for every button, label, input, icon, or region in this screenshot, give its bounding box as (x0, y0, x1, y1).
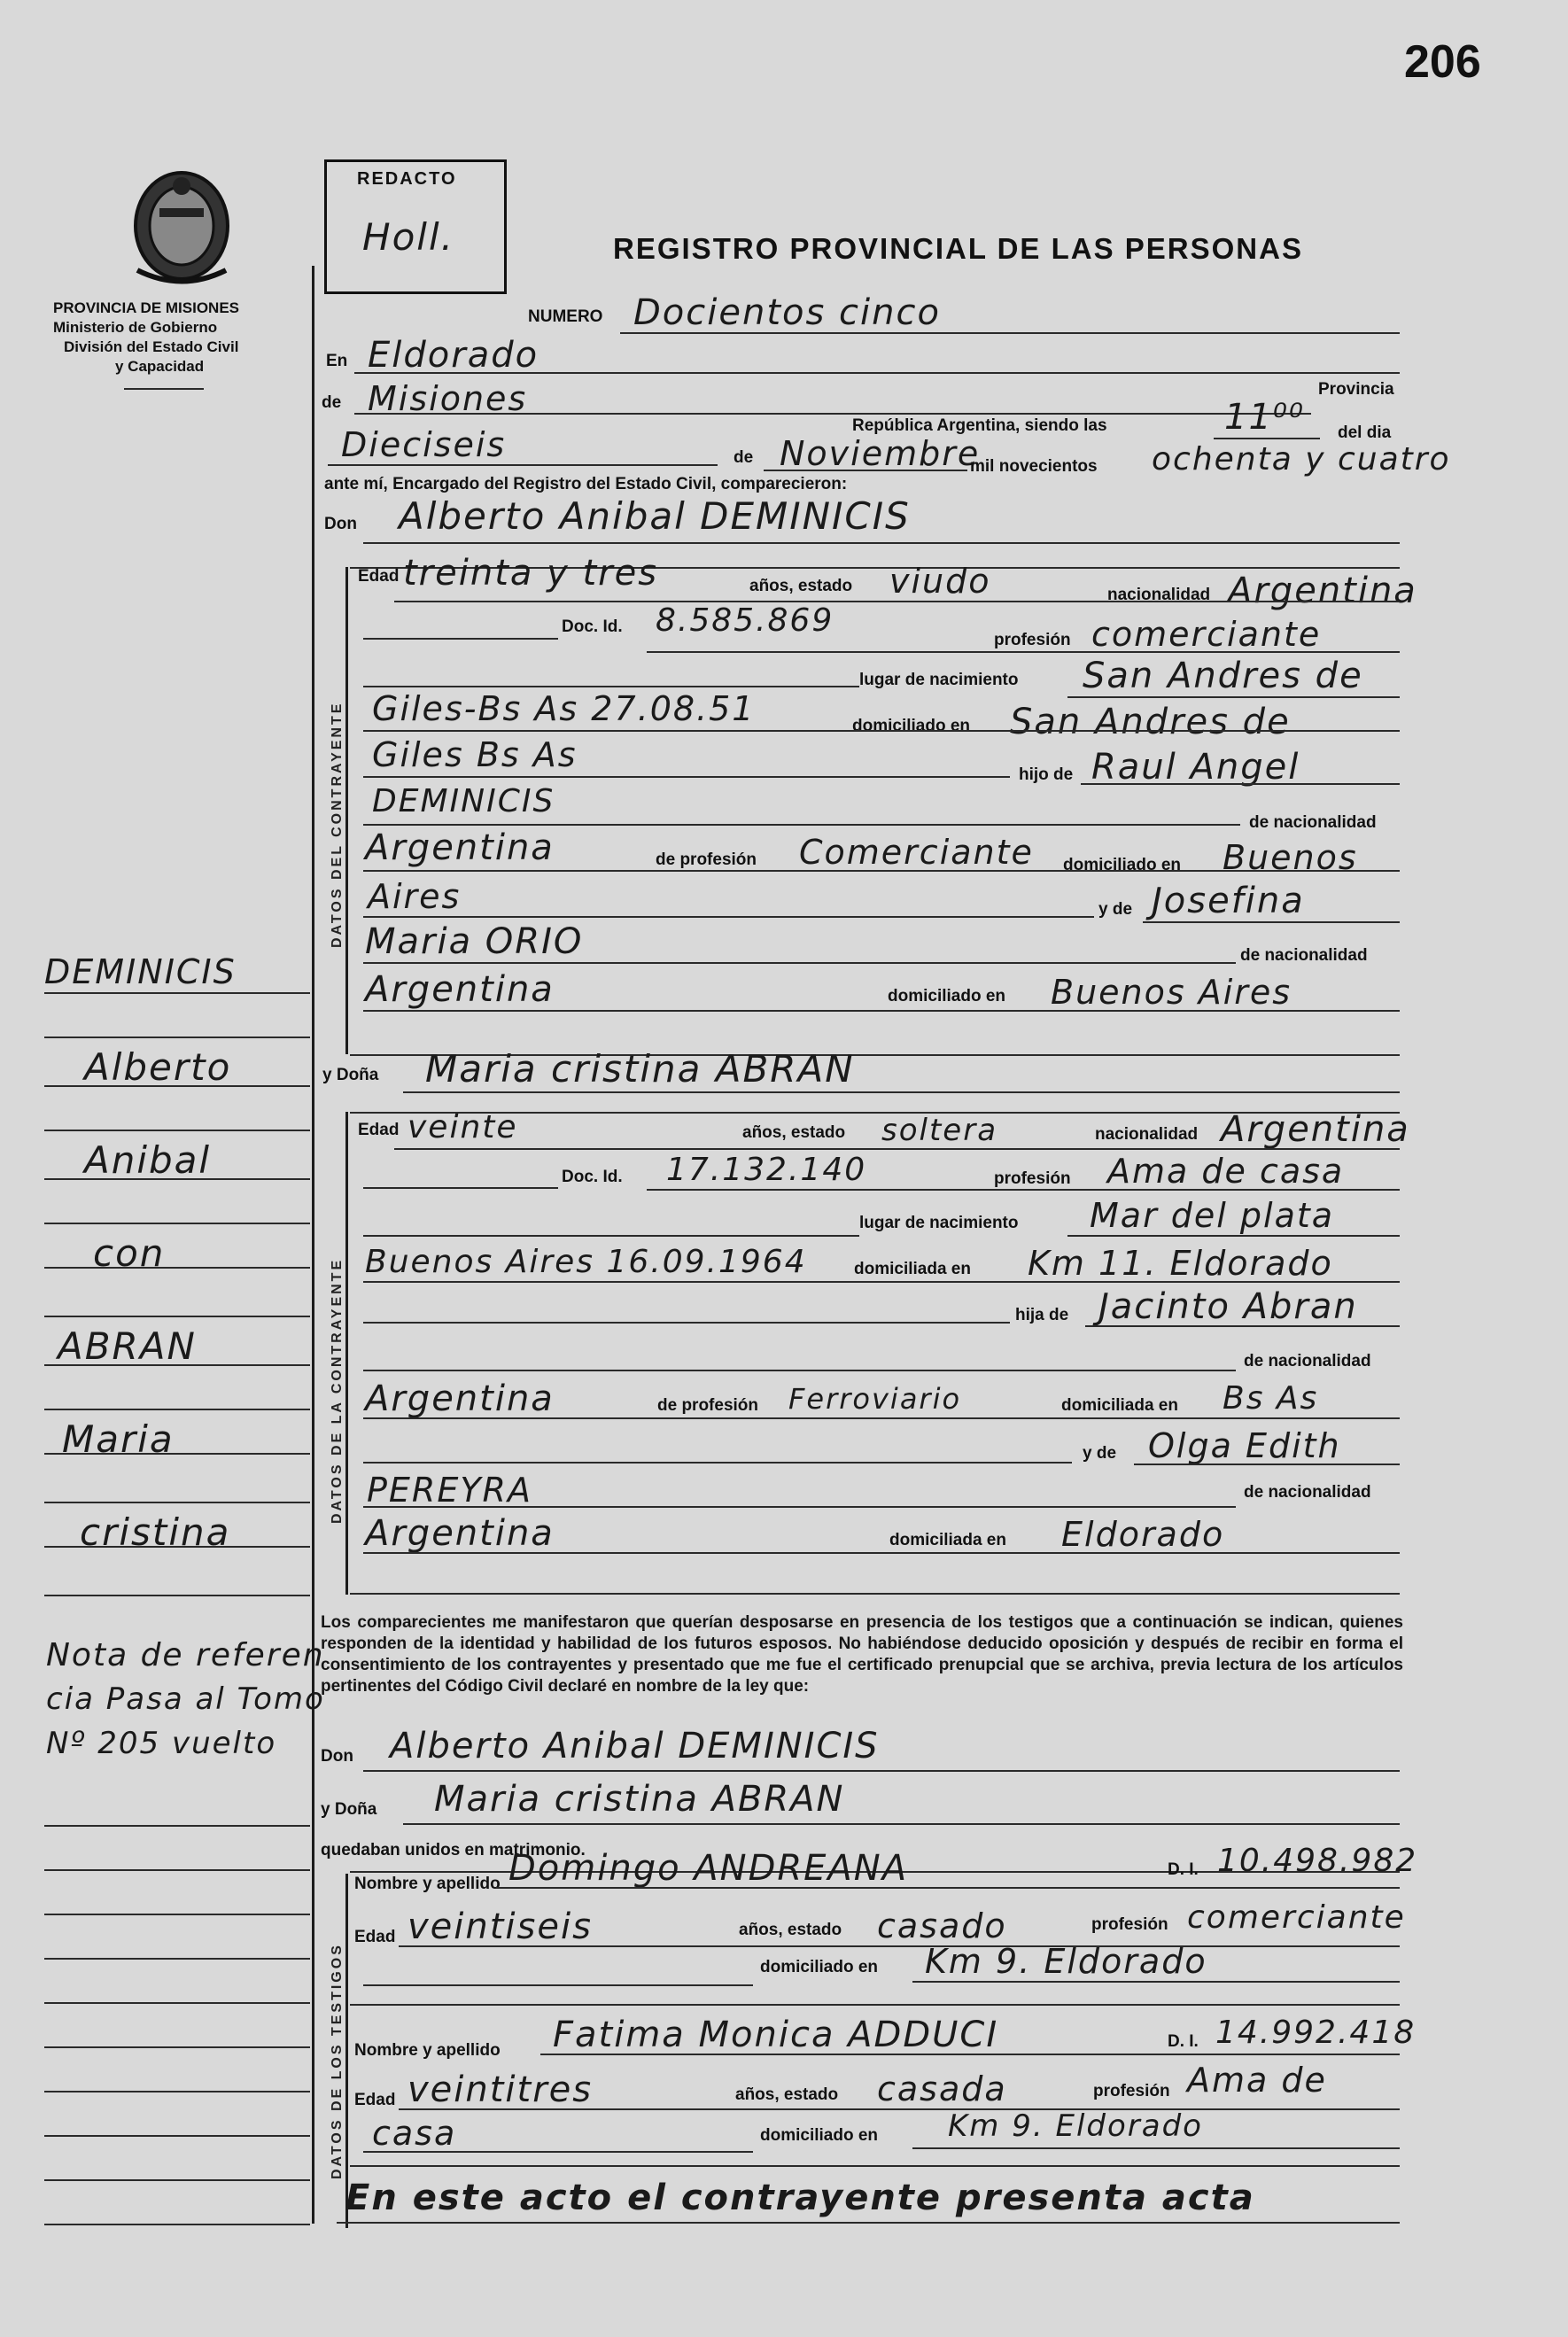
label-mil-novecientos: mil novecientos (970, 457, 1098, 476)
bride-nacionalidad: Argentina (1221, 1109, 1410, 1150)
field-numero: Docientos cinco (633, 292, 941, 333)
groom-madre-dom: Buenos Aires (1051, 973, 1292, 1012)
authority-line-1: PROVINCIA DE MISIONES (53, 299, 240, 316)
label-domiciliada: domiciliada en (854, 1260, 971, 1278)
groom-domicilio-2: Giles Bs As (372, 735, 578, 774)
groom-nacionalidad: Argentina (1228, 571, 1417, 611)
redacto-label: REDACTO (357, 169, 457, 189)
witness2-estado: casada (877, 2069, 1007, 2108)
label-de: de (322, 393, 342, 412)
witness2-di: 14.992.418 (1215, 2015, 1417, 2051)
label-lugar-nac-2: lugar de nacimiento (859, 1214, 1019, 1232)
bride-doc: 17.132.140 (666, 1152, 867, 1188)
label-nombre-2: Nombre y apellido (354, 2041, 501, 2060)
bride-name: Maria cristina ABRAN (425, 1047, 855, 1091)
bride-domicilio: Km 11. Eldorado (1028, 1244, 1333, 1283)
label-del-dia: del dia (1338, 423, 1392, 442)
label-en: En (326, 352, 348, 370)
witness1-edad: veintiseis (408, 1906, 593, 1947)
witness1-di: 10.498.982 (1217, 1843, 1418, 1879)
label-di-1: D. I. (1168, 1860, 1199, 1879)
label-anos-estado: años, estado (749, 577, 853, 595)
label-edad-w1: Edad (354, 1928, 396, 1946)
groom-madre-1: Josefina (1152, 881, 1305, 921)
label-republica: República Argentina, siendo las (852, 416, 1107, 435)
witness2-profesion-1: Ama de (1187, 2061, 1327, 2100)
bride-padre-prof: Ferroviario (788, 1382, 962, 1416)
coat-of-arms-icon (124, 159, 239, 288)
label-profesion-w1: profesión (1091, 1915, 1168, 1934)
groom-padre-2: DEMINICIS (372, 783, 555, 819)
witness1-domicilio: Km 9. Eldorado (925, 1942, 1207, 1981)
field-en: Eldorado (368, 335, 539, 376)
label-de-mes: de (734, 448, 754, 467)
page-title: REGISTRO PROVINCIAL DE LAS PERSONAS (613, 232, 1303, 265)
label-quedaban: quedaban unidos en matrimonio. (321, 1841, 586, 1860)
section-label-bride: DATOS DE LA CONTRAYENTE (330, 1257, 345, 1524)
bride-madre-nac: Argentina (365, 1513, 555, 1554)
label-edad-2: Edad (358, 1121, 400, 1139)
bride-lugar-nac-2: Buenos Aires 16.09.1964 (365, 1244, 807, 1280)
margin-note-3: Nº 205 vuelto (46, 1726, 277, 1761)
witness2-domicilio: Km 9. Eldorado (948, 2108, 1203, 2144)
label-hijo-de: hijo de (1019, 765, 1074, 784)
margin-note-1: Nota de referen (46, 1637, 325, 1673)
label-di-2: D. I. (1168, 2032, 1199, 2051)
bride-padre-nac: Argentina (365, 1378, 555, 1419)
groom-madre-2: Maria ORIO (365, 921, 584, 962)
label-de-profesion-2: de profesión (657, 1396, 759, 1415)
groom-lugar-nac-1: San Andres de (1083, 656, 1363, 696)
label-profesion: profesión (994, 631, 1071, 649)
page-number: 206 (1404, 36, 1481, 88)
label-y-de: y de (1098, 900, 1133, 919)
label-y-dona: y Doña (322, 1066, 379, 1084)
groom-padre-prof: Comerciante (799, 833, 1034, 872)
label-don: Don (324, 515, 357, 533)
groom-profesion: comerciante (1091, 615, 1322, 654)
label-doc-id-2: Doc. Id. (562, 1168, 623, 1186)
field-provincia: Misiones (368, 379, 528, 418)
authority-line-2: Ministerio de Gobierno (53, 319, 218, 336)
bride-padre: Jacinto Abran (1098, 1286, 1358, 1327)
margin-word-4: con (93, 1231, 166, 1275)
label-de-profesion: de profesión (656, 850, 757, 869)
label-anos-estado-w1: años, estado (739, 1921, 842, 1939)
bride-lugar-nac-1: Mar del plata (1090, 1196, 1335, 1235)
groom-madre-nac: Argentina (365, 969, 555, 1010)
label-anos-estado-2: años, estado (742, 1123, 846, 1142)
label-edad-w2: Edad (354, 2091, 396, 2109)
label-don-2: Don (321, 1747, 353, 1766)
label-domiciliada-3: domiciliada en (889, 1531, 1006, 1549)
witness2-name: Fatima Monica ADDUCI (553, 2015, 999, 2055)
margin-note-2: cia Pasa al Tomo (46, 1681, 325, 1717)
groom-doc: 8.585.869 (656, 602, 834, 639)
section-label-groom: DATOS DEL CONTRAYENTE (330, 701, 345, 948)
groom-padre-dom-1: Buenos (1223, 838, 1358, 877)
label-domiciliado-w1: domiciliado en (760, 1958, 879, 1976)
bride-profesion: Ama de casa (1107, 1152, 1345, 1191)
label-y-de-2: y de (1083, 1444, 1117, 1463)
redacto-box (324, 159, 507, 294)
label-nombre-1: Nombre y apellido (354, 1875, 501, 1893)
witness2-edad: veintitres (408, 2069, 594, 2110)
margin-word-2: Alberto (84, 1045, 232, 1089)
authority-line-3: División del Estado Civil (64, 338, 239, 355)
label-de-nac: de nacionalidad (1249, 813, 1377, 832)
groom-estado: viudo (889, 562, 991, 601)
margin-word-5: ABRAN (58, 1324, 197, 1368)
redacto-initials: Holl. (362, 215, 454, 259)
label-domiciliado-2: domiciliado en (1063, 856, 1182, 874)
bride-estado: soltera (881, 1113, 998, 1148)
authority-line-4: y Capacidad (115, 358, 205, 375)
margin-word-7: cristina (80, 1510, 231, 1554)
label-profesion-2: profesión (994, 1169, 1071, 1188)
bride-padre-dom: Bs As (1223, 1380, 1319, 1417)
witness1-profesion: comerciante (1187, 1899, 1406, 1936)
label-ante-mi: ante mí, Encargado del Registro del Estado Civil, comparecieron: (324, 475, 848, 493)
field-mes: Noviembre (780, 434, 981, 473)
bride-edad: veinte (408, 1109, 518, 1145)
label-domiciliada-2: domiciliada en (1061, 1396, 1178, 1415)
groom-edad: treinta y tres (403, 553, 659, 594)
groom-padre-1: Raul Angel (1091, 747, 1300, 788)
groom-domicilio-1: San Andres de (1010, 702, 1291, 742)
label-doc-id: Doc. Id. (562, 617, 623, 636)
groom-name: Alberto Anibal DEMINICIS (399, 494, 911, 538)
margin-word-6: Maria (62, 1417, 175, 1461)
witness1-name: Domingo ANDREANA (508, 1848, 909, 1889)
label-hija-de: hija de (1015, 1306, 1069, 1324)
label-de-nac-3: de nacionalidad (1244, 1352, 1371, 1370)
bride-madre-2: PEREYRA (367, 1471, 532, 1510)
groom-padre-dom-2: Aires (368, 877, 462, 916)
label-de-nac-4: de nacionalidad (1244, 1483, 1371, 1502)
field-anio: ochenta y cuatro (1152, 441, 1451, 477)
margin-word-3: Anibal (84, 1138, 212, 1182)
label-anos-estado-w2: años, estado (735, 2085, 839, 2104)
witness1-estado: casado (877, 1906, 1007, 1945)
label-lugar-nac: lugar de nacimiento (859, 671, 1019, 689)
field-dia: Dieciseis (341, 425, 507, 464)
label-edad: Edad (358, 567, 400, 586)
label-de-nac-2: de nacionalidad (1240, 946, 1368, 965)
groom-lugar-nac-2: Giles-Bs As 27.08.51 (372, 689, 756, 728)
groom-padre-nac: Argentina (365, 827, 555, 868)
label-profesion-w2: profesión (1093, 2082, 1170, 2100)
declaration-dona: Maria cristina ABRAN (434, 1779, 845, 1820)
bride-madre-dom: Eldorado (1061, 1515, 1225, 1554)
label-domiciliado-3: domiciliado en (888, 987, 1006, 1005)
label-provincia: Provincia (1318, 380, 1394, 399)
legal-paragraph: Los comparecientes me manifestaron que querían desposarse en presencia de los testigos que a continuación se indican, quienes responden de la identidad y habilidad de los futuros esposos. No habiéndose deducido oposición y después de recibir en forma el consentimiento de los contrayentes y presentado que me fue el certificado prenupcial que se archiva, previa lectura de los artículos pertinentes del Código Civil declaré en nombre de la ley que: (321, 1613, 1403, 1696)
label-nacionalidad: nacionalidad (1107, 586, 1211, 604)
witness2-profesion-2: casa (372, 2114, 457, 2153)
label-y-dona-2: y Doña (321, 1800, 377, 1819)
final-note: En este acto el contrayente presenta acta (345, 2178, 1255, 2218)
declaration-don: Alberto Anibal DEMINICIS (390, 1726, 880, 1766)
bride-madre-1: Olga Edith (1148, 1426, 1341, 1465)
label-domiciliado: domiciliado en (852, 717, 971, 735)
label-domiciliado-w2: domiciliado en (760, 2126, 879, 2145)
field-hora: 11⁰⁰ (1224, 397, 1305, 438)
margin-word-1: DEMINICIS (44, 952, 237, 991)
label-numero: NUMERO (528, 307, 603, 326)
section-label-witnesses: DATOS DE LOS TESTIGOS (330, 1943, 345, 2179)
label-nacionalidad-2: nacionalidad (1095, 1125, 1199, 1144)
